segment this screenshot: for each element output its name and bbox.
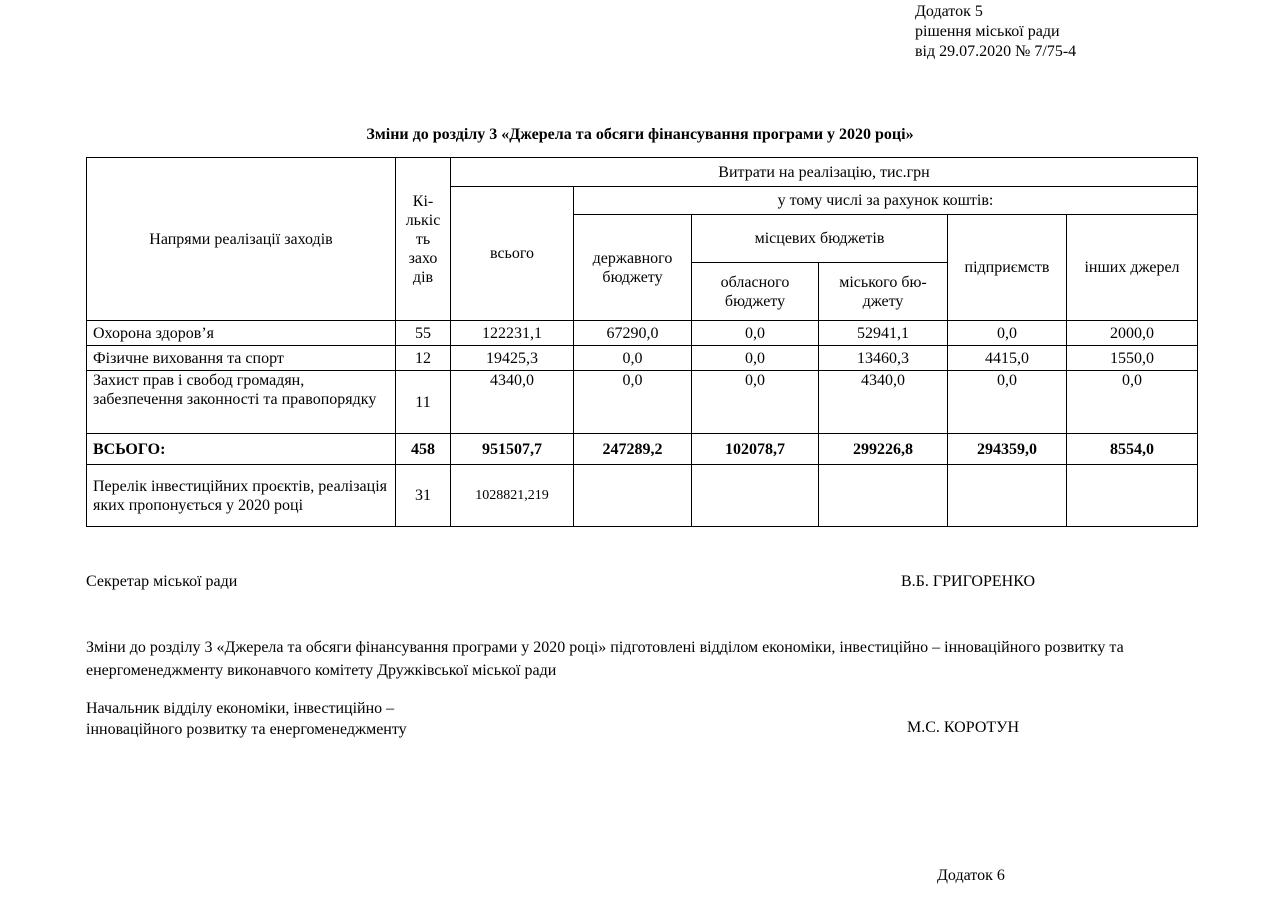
row-state: 0,0 (574, 346, 692, 371)
investment-total: 1028821,219 (451, 465, 574, 527)
investment-row (87, 465, 1198, 527)
header-directions: Напрями реалізації заходів (87, 158, 396, 321)
row-direction: Захист прав і свобод громадян, забезпечення законності та правопорядку (87, 371, 396, 434)
row-regional: 0,0 (692, 371, 819, 434)
investment-empty-cell (574, 465, 692, 527)
row-other: 0,0 (1067, 371, 1198, 434)
header-count (396, 158, 451, 321)
header-count-line: дів (412, 268, 434, 286)
row-count: 11 (396, 371, 451, 434)
totals-enterprises: 294359,0 (948, 434, 1067, 465)
header-expenses: Витрати на реалізацію, тис.грн (451, 158, 1198, 187)
investment-empty-cell (819, 465, 948, 527)
row-total: 122231,1 (451, 321, 574, 346)
header-local-budgets: місцевих бюджетів (692, 215, 948, 263)
row-city: 52941,1 (819, 321, 948, 346)
financing-table (86, 157, 1198, 527)
investment-empty-cell (692, 465, 819, 527)
row-regional: 0,0 (692, 321, 819, 346)
totals-total: 951507,7 (451, 434, 574, 465)
totals-row (87, 434, 1198, 465)
chief-position-line: інноваційного розвитку та енергоменеджменту (86, 721, 407, 738)
row-regional: 0,0 (692, 346, 819, 371)
row-enterprises: 0,0 (948, 371, 1067, 434)
secretary-name: В.Б. ГРИГОРЕНКО (901, 573, 1036, 590)
investment-empty-cell (1067, 465, 1198, 527)
chief-position-line: Начальник відділу економіки, інвестиційно – (86, 700, 395, 717)
totals-other: 8554,0 (1067, 434, 1198, 465)
chief-name: М.С. КОРОТУН (907, 719, 1020, 736)
row-enterprises: 4415,0 (948, 346, 1067, 371)
row-total: 19425,3 (451, 346, 574, 371)
row-other: 1550,0 (1067, 346, 1198, 371)
header-regional-budget: обласного бюджету (692, 263, 819, 321)
totals-state: 247289,2 (574, 434, 692, 465)
row-city: 4340,0 (819, 371, 948, 434)
row-direction: Фізичне виховання та спорт (87, 346, 396, 371)
row-total: 4340,0 (451, 371, 574, 434)
totals-label: ВСЬОГО: (87, 434, 396, 465)
investment-count: 31 (396, 465, 451, 527)
table-row (87, 321, 1198, 346)
row-state: 0,0 (574, 371, 692, 434)
header-city-budget: міського бю-джету (819, 263, 948, 321)
decision-header (915, 2, 1076, 62)
investment-empty-cell (948, 465, 1067, 527)
chief-position (86, 698, 407, 740)
totals-regional: 102078,7 (692, 434, 819, 465)
row-state: 67290,0 (574, 321, 692, 346)
next-appendix-label: Додаток 6 (937, 867, 1005, 884)
investment-label: Перелік інвестиційних проєктів, реалізація яких пропонується у 2020 році (87, 465, 396, 527)
secretary-position: Секретар міської ради (86, 573, 238, 590)
table-row (87, 346, 1198, 371)
decision-label: рішення міської ради (915, 23, 1060, 40)
totals-count: 458 (396, 434, 451, 465)
header-other-sources: інших джерел (1067, 215, 1198, 321)
header-state-budget: державного бюджету (574, 215, 692, 321)
appendix-label: Додаток 5 (915, 3, 983, 20)
row-city: 13460,3 (819, 346, 948, 371)
row-count: 55 (396, 321, 451, 346)
document-title: Зміни до розділу 3 «Джерела та обсяги фінансування програми у 2020 році» (366, 126, 914, 143)
table-row (87, 371, 1198, 434)
row-direction: Охорона здоров’я (87, 321, 396, 346)
header-count-line: Кі- (412, 192, 434, 210)
totals-city: 299226,8 (819, 434, 948, 465)
header-count-line: лькіс (405, 211, 441, 229)
header-total: всього (451, 187, 574, 321)
decision-date-number: від 29.07.2020 № 7/75-4 (915, 43, 1077, 60)
prepared-note: Зміни до розділу 3 «Джерела та обсяги фінансування програми у 2020 році» підготовлені відділом економіки, інвестиційно – інноваційного розвитку та енергоменеджменту виконавчого комітету Дружківської міської ради (86, 639, 1124, 679)
header-enterprises: підприємств (948, 215, 1067, 321)
header-count-line: ть (415, 230, 431, 248)
row-count: 12 (396, 346, 451, 371)
header-count-line: захо (408, 249, 438, 267)
row-other: 2000,0 (1067, 321, 1198, 346)
row-enterprises: 0,0 (948, 321, 1067, 346)
header-including: у тому числі за рахунок коштів: (574, 187, 1198, 215)
